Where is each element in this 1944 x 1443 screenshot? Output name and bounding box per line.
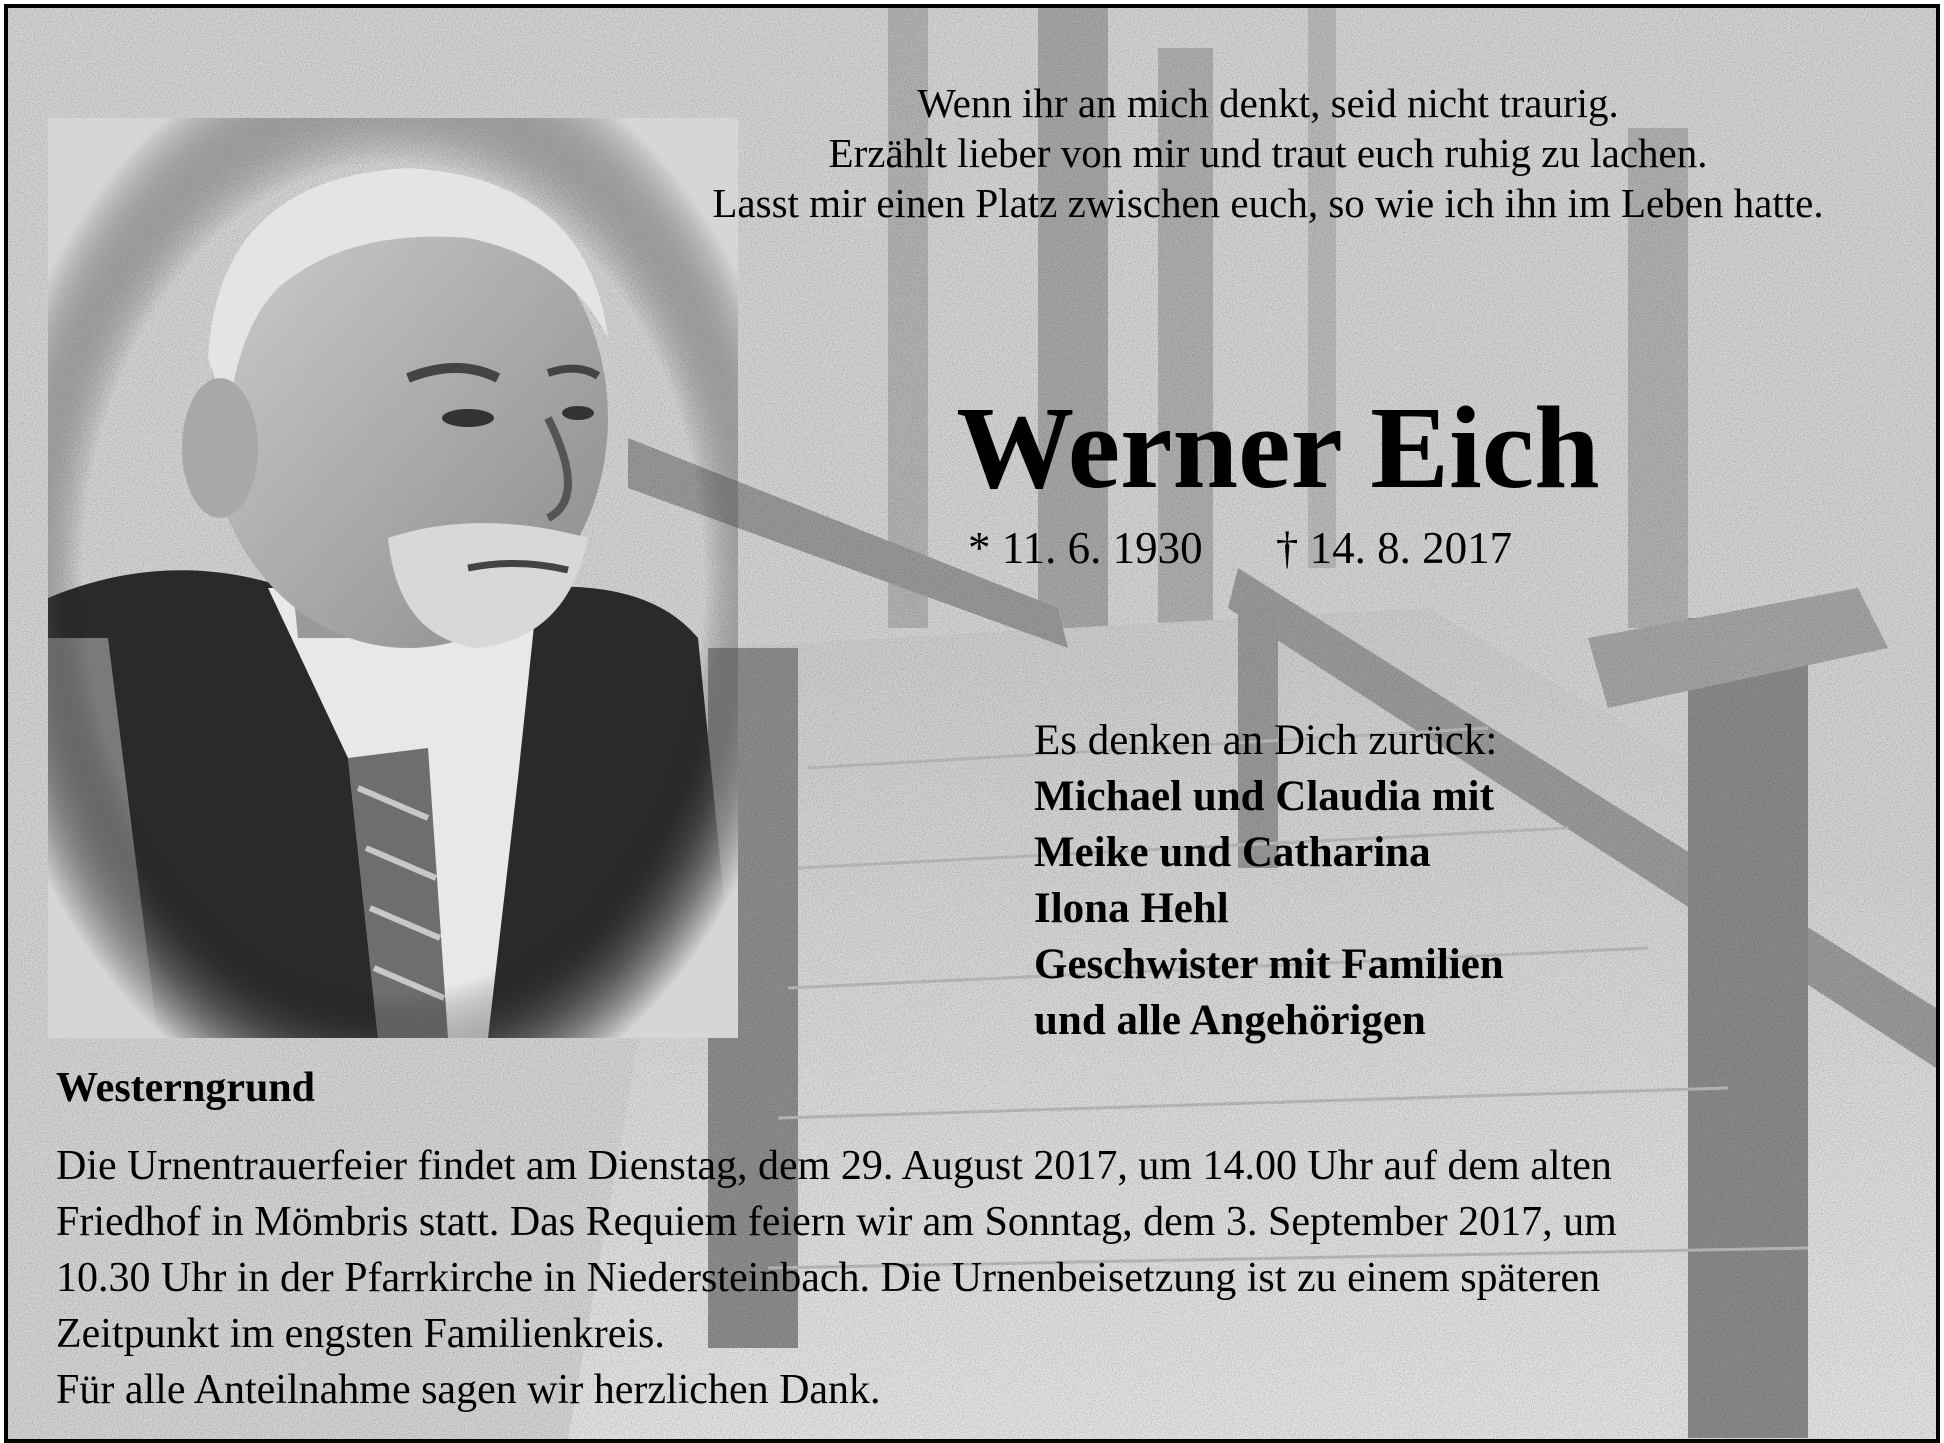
notice-line: Die Urnentrauerfeier findet am Dienstag, dem 29. August 2017, um 14.00 Uhr auf dem alten: [56, 1143, 1612, 1189]
notice-line: 10.30 Uhr in der Pfarrkirche in Niedersteinbach. Die Urnenbeisetzung ist zu einem späteren: [56, 1255, 1601, 1301]
obituary-card: [4, 4, 1940, 1443]
notice-line: Zeitpunkt im engsten Familienkreis.: [56, 1311, 665, 1357]
birth-date: * 11. 6. 1930: [968, 523, 1203, 573]
portrait-photo: [48, 118, 738, 1038]
deceased-name: Werner Eich: [956, 382, 1600, 513]
poem-line: Erzählt lieber von mir und traut euch ruhig zu lachen.: [828, 130, 1708, 176]
mourners-intro: Es denken an Dich zurück:: [1034, 717, 1498, 764]
notice-line: Friedhof in Mömbris statt. Das Requiem feiern wir am Sonntag, dem 3. September 2017, um: [56, 1199, 1617, 1245]
funeral-notice: [56, 1138, 1617, 1418]
mourner-name: Meike und Catharina: [1034, 829, 1431, 876]
mourner-name: Michael und Claudia mit: [1034, 773, 1494, 820]
mourners-block: [1034, 713, 1504, 1049]
mourner-name: Ilona Hehl: [1034, 885, 1229, 932]
death-date: † 14. 8. 2017: [1275, 523, 1513, 573]
place-name: Westerngrund: [56, 1065, 316, 1111]
notice-line: Für alle Anteilnahme sagen wir herzlichen Dank.: [56, 1367, 881, 1413]
mourner-name: Geschwister mit Familien: [1034, 941, 1504, 988]
poem: [608, 78, 1928, 228]
mourner-name: und alle Angehörigen: [1034, 997, 1426, 1044]
life-dates: [968, 520, 1512, 576]
poem-line: Lasst mir einen Platz zwischen euch, so wie ich ihn im Leben hatte.: [712, 180, 1824, 226]
poem-line: Wenn ihr an mich denkt, seid nicht traurig.: [917, 80, 1619, 126]
